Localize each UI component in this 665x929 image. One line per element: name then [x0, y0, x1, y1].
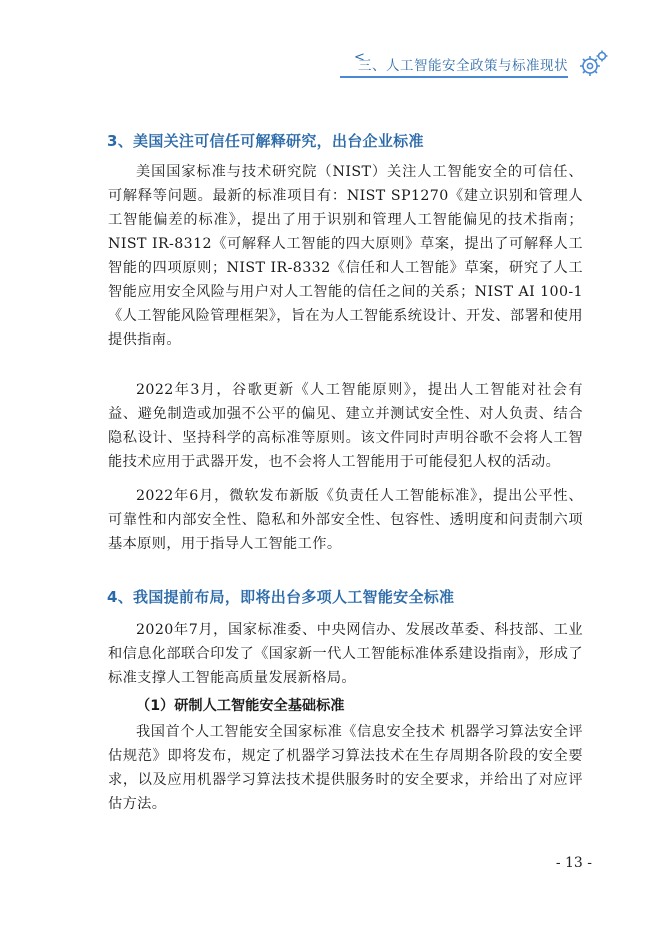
- paragraph-guideline: 2020年7月，国家标准委、中央网信办、发展改革委、科技部、工业和信息化部联合印发了《国家新一代人工智能标准体系建设指南》，形成了标准支撑人工智能高质量发展新格局。: [108, 622, 583, 686]
- header-rule: [340, 76, 568, 78]
- running-header: [340, 48, 610, 82]
- paragraph-microsoft: 2022年6月，微软发布新版《负责任人工智能标准》，提出公平性、可靠性和内部安全性、隐私和外部安全性、包容性、透明度和问责制六项基本原则，用于指导人工智能工作。: [108, 488, 583, 552]
- page-number: - 13 -: [555, 855, 592, 871]
- gear-icon: [574, 48, 610, 80]
- chevron-left-icon: <: [354, 50, 365, 65]
- subsection-heading: （1）研制人工智能安全基础标准: [136, 698, 345, 714]
- paragraph-national-standard: 我国首个人工智能安全国家标准《信息安全技术 机器学习算法安全评估规范》即将发布，规定了机器学习算法技术在生存周期各阶段的安全要求，以及应用机器学习算法技术提供服务时的安全要求，并给出了对应评估方法。: [108, 724, 583, 812]
- section-heading-4: 4、我国提前布局，即将出台多项人工智能安全标准: [107, 588, 455, 606]
- header-title: 三、人工智能安全政策与标准现状: [358, 58, 568, 74]
- paragraph-nist: 美国国家标准与技术研究院（NIST）关注人工智能安全的可信任、可解释等问题。最新的标准项目有：NIST SP1270《建立识别和管理人工智能偏差的标准》，提出了用于识别和管理人工智能偏见的技术指南；NIST IR-8312《可解释人工智能的四大原则》草案，提出了可解释人工智能的四项原则；NIST IR-8332《信任和人工智能》草案，研究了人工智能应用安全风险与用户对人工智能的信任之间的关系；NIST AI 100-1《人工智能风险管理框架》，旨在为人工智能系统设计、开发、部署和使用提供指南。: [108, 164, 583, 348]
- paragraph-google: 2022年3月，谷歌更新《人工智能原则》，提出人工智能对社会有益、避免制造或加强不公平的偏见、建立并测试安全性、对人负责、结合隐私设计、坚持科学的高标准等原则。该文件同时声明谷歌不会将人工智能技术应用于武器开发，也不会将人工智能用于可能侵犯人权的活动。: [108, 382, 583, 470]
- section-heading-3: 3、美国关注可信任可解释研究，出台企业标准: [107, 132, 424, 150]
